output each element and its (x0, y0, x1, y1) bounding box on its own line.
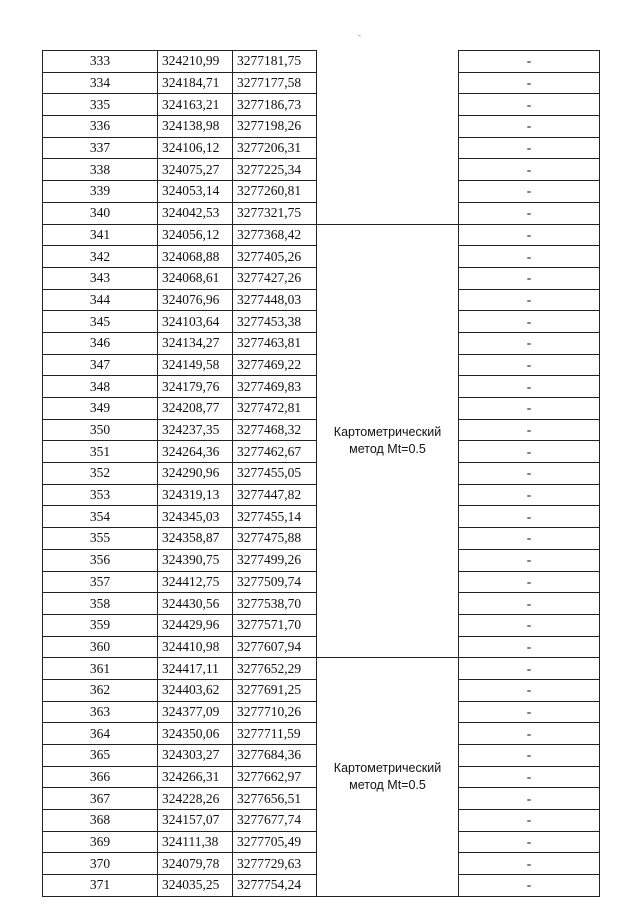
accuracy-cell: - (459, 875, 600, 897)
x-coordinate-cell: 324410,98 (158, 636, 233, 658)
point-number-cell: 361 (43, 658, 158, 680)
accuracy-cell: - (459, 549, 600, 571)
y-coordinate-cell: 3277705,49 (233, 831, 317, 853)
x-coordinate-cell: 324237,35 (158, 419, 233, 441)
y-coordinate-cell: 3277710,26 (233, 701, 317, 723)
method-cell: Картометрический метод Mt=0.5 (317, 224, 459, 658)
point-number-cell: 344 (43, 289, 158, 311)
point-number-cell: 362 (43, 679, 158, 701)
x-coordinate-cell: 324228,26 (158, 788, 233, 810)
accuracy-cell: - (459, 137, 600, 159)
accuracy-cell: - (459, 463, 600, 485)
accuracy-cell: - (459, 614, 600, 636)
accuracy-cell: - (459, 853, 600, 875)
point-number-cell: 334 (43, 72, 158, 94)
point-number-cell: 341 (43, 224, 158, 246)
table-row (43, 51, 600, 73)
y-coordinate-cell: 3277405,26 (233, 246, 317, 268)
y-coordinate-cell: 3277656,51 (233, 788, 317, 810)
x-coordinate-cell: 324184,71 (158, 72, 233, 94)
x-coordinate-cell: 324429,96 (158, 614, 233, 636)
point-number-cell: 360 (43, 636, 158, 658)
accuracy-cell: - (459, 745, 600, 767)
accuracy-cell: - (459, 766, 600, 788)
y-coordinate-cell: 3277652,29 (233, 658, 317, 680)
accuracy-cell: - (459, 332, 600, 354)
method-cell (317, 51, 459, 225)
x-coordinate-cell: 324134,27 (158, 332, 233, 354)
y-coordinate-cell: 3277181,75 (233, 51, 317, 73)
point-number-cell: 351 (43, 441, 158, 463)
coordinates-table-body (43, 51, 600, 897)
table-row (43, 658, 600, 680)
x-coordinate-cell: 324290,96 (158, 463, 233, 485)
x-coordinate-cell: 324106,12 (158, 137, 233, 159)
x-coordinate-cell: 324042,53 (158, 202, 233, 224)
y-coordinate-cell: 3277177,58 (233, 72, 317, 94)
point-number-cell: 335 (43, 94, 158, 116)
x-coordinate-cell: 324303,27 (158, 745, 233, 767)
y-coordinate-cell: 3277321,75 (233, 202, 317, 224)
accuracy-cell: - (459, 593, 600, 615)
page-top-mark: - (358, 30, 361, 40)
x-coordinate-cell: 324035,25 (158, 875, 233, 897)
accuracy-cell: - (459, 376, 600, 398)
x-coordinate-cell: 324208,77 (158, 398, 233, 420)
y-coordinate-cell: 3277469,22 (233, 354, 317, 376)
x-coordinate-cell: 324157,07 (158, 810, 233, 832)
point-number-cell: 356 (43, 549, 158, 571)
accuracy-cell: - (459, 528, 600, 550)
point-number-cell: 347 (43, 354, 158, 376)
point-number-cell: 354 (43, 506, 158, 528)
point-number-cell: 339 (43, 181, 158, 203)
table-row (43, 224, 600, 246)
x-coordinate-cell: 324319,13 (158, 484, 233, 506)
y-coordinate-cell: 3277198,26 (233, 116, 317, 138)
x-coordinate-cell: 324210,99 (158, 51, 233, 73)
y-coordinate-cell: 3277225,34 (233, 159, 317, 181)
x-coordinate-cell: 324264,36 (158, 441, 233, 463)
accuracy-cell: - (459, 181, 600, 203)
accuracy-cell: - (459, 441, 600, 463)
x-coordinate-cell: 324075,27 (158, 159, 233, 181)
y-coordinate-cell: 3277509,74 (233, 571, 317, 593)
point-number-cell: 342 (43, 246, 158, 268)
point-number-cell: 343 (43, 267, 158, 289)
x-coordinate-cell: 324068,88 (158, 246, 233, 268)
x-coordinate-cell: 324149,58 (158, 354, 233, 376)
x-coordinate-cell: 324079,78 (158, 853, 233, 875)
point-number-cell: 349 (43, 398, 158, 420)
x-coordinate-cell: 324076,96 (158, 289, 233, 311)
accuracy-cell: - (459, 506, 600, 528)
y-coordinate-cell: 3277662,97 (233, 766, 317, 788)
y-coordinate-cell: 3277469,83 (233, 376, 317, 398)
x-coordinate-cell: 324345,03 (158, 506, 233, 528)
point-number-cell: 363 (43, 701, 158, 723)
point-number-cell: 357 (43, 571, 158, 593)
y-coordinate-cell: 3277538,70 (233, 593, 317, 615)
accuracy-cell: - (459, 51, 600, 73)
y-coordinate-cell: 3277711,59 (233, 723, 317, 745)
y-coordinate-cell: 3277472,81 (233, 398, 317, 420)
x-coordinate-cell: 324390,75 (158, 549, 233, 571)
accuracy-cell: - (459, 354, 600, 376)
y-coordinate-cell: 3277607,94 (233, 636, 317, 658)
y-coordinate-cell: 3277729,63 (233, 853, 317, 875)
x-coordinate-cell: 324266,31 (158, 766, 233, 788)
x-coordinate-cell: 324179,76 (158, 376, 233, 398)
point-number-cell: 348 (43, 376, 158, 398)
accuracy-cell: - (459, 72, 600, 94)
y-coordinate-cell: 3277453,38 (233, 311, 317, 333)
x-coordinate-cell: 324111,38 (158, 831, 233, 853)
point-number-cell: 333 (43, 51, 158, 73)
y-coordinate-cell: 3277455,05 (233, 463, 317, 485)
x-coordinate-cell: 324068,61 (158, 267, 233, 289)
y-coordinate-cell: 3277677,74 (233, 810, 317, 832)
method-cell: Картометрический метод Mt=0.5 (317, 658, 459, 897)
coordinates-table (42, 50, 600, 897)
y-coordinate-cell: 3277691,25 (233, 679, 317, 701)
x-coordinate-cell: 324163,21 (158, 94, 233, 116)
accuracy-cell: - (459, 636, 600, 658)
point-number-cell: 338 (43, 159, 158, 181)
y-coordinate-cell: 3277455,14 (233, 506, 317, 528)
point-number-cell: 369 (43, 831, 158, 853)
point-number-cell: 370 (43, 853, 158, 875)
accuracy-cell: - (459, 701, 600, 723)
point-number-cell: 368 (43, 810, 158, 832)
accuracy-cell: - (459, 419, 600, 441)
point-number-cell: 365 (43, 745, 158, 767)
point-number-cell: 358 (43, 593, 158, 615)
x-coordinate-cell: 324430,56 (158, 593, 233, 615)
accuracy-cell: - (459, 658, 600, 680)
accuracy-cell: - (459, 571, 600, 593)
point-number-cell: 352 (43, 463, 158, 485)
y-coordinate-cell: 3277463,81 (233, 332, 317, 354)
y-coordinate-cell: 3277475,88 (233, 528, 317, 550)
y-coordinate-cell: 3277462,67 (233, 441, 317, 463)
x-coordinate-cell: 324412,75 (158, 571, 233, 593)
point-number-cell: 346 (43, 332, 158, 354)
accuracy-cell: - (459, 723, 600, 745)
y-coordinate-cell: 3277684,36 (233, 745, 317, 767)
point-number-cell: 345 (43, 311, 158, 333)
y-coordinate-cell: 3277468,32 (233, 419, 317, 441)
point-number-cell: 353 (43, 484, 158, 506)
x-coordinate-cell: 324417,11 (158, 658, 233, 680)
accuracy-cell: - (459, 159, 600, 181)
point-number-cell: 336 (43, 116, 158, 138)
point-number-cell: 371 (43, 875, 158, 897)
point-number-cell: 366 (43, 766, 158, 788)
x-coordinate-cell: 324103,64 (158, 311, 233, 333)
point-number-cell: 350 (43, 419, 158, 441)
point-number-cell: 367 (43, 788, 158, 810)
y-coordinate-cell: 3277206,31 (233, 137, 317, 159)
accuracy-cell: - (459, 224, 600, 246)
accuracy-cell: - (459, 484, 600, 506)
x-coordinate-cell: 324358,87 (158, 528, 233, 550)
x-coordinate-cell: 324403,62 (158, 679, 233, 701)
x-coordinate-cell: 324138,98 (158, 116, 233, 138)
accuracy-cell: - (459, 246, 600, 268)
y-coordinate-cell: 3277571,70 (233, 614, 317, 636)
accuracy-cell: - (459, 810, 600, 832)
accuracy-cell: - (459, 311, 600, 333)
accuracy-cell: - (459, 788, 600, 810)
x-coordinate-cell: 324056,12 (158, 224, 233, 246)
y-coordinate-cell: 3277447,82 (233, 484, 317, 506)
point-number-cell: 355 (43, 528, 158, 550)
y-coordinate-cell: 3277499,26 (233, 549, 317, 571)
y-coordinate-cell: 3277368,42 (233, 224, 317, 246)
accuracy-cell: - (459, 116, 600, 138)
y-coordinate-cell: 3277448,03 (233, 289, 317, 311)
y-coordinate-cell: 3277186,73 (233, 94, 317, 116)
point-number-cell: 359 (43, 614, 158, 636)
point-number-cell: 340 (43, 202, 158, 224)
point-number-cell: 364 (43, 723, 158, 745)
y-coordinate-cell: 3277754,24 (233, 875, 317, 897)
accuracy-cell: - (459, 267, 600, 289)
accuracy-cell: - (459, 94, 600, 116)
x-coordinate-cell: 324053,14 (158, 181, 233, 203)
accuracy-cell: - (459, 398, 600, 420)
point-number-cell: 337 (43, 137, 158, 159)
y-coordinate-cell: 3277427,26 (233, 267, 317, 289)
document-page (42, 50, 599, 893)
accuracy-cell: - (459, 289, 600, 311)
x-coordinate-cell: 324350,06 (158, 723, 233, 745)
accuracy-cell: - (459, 831, 600, 853)
accuracy-cell: - (459, 202, 600, 224)
accuracy-cell: - (459, 679, 600, 701)
x-coordinate-cell: 324377,09 (158, 701, 233, 723)
y-coordinate-cell: 3277260,81 (233, 181, 317, 203)
